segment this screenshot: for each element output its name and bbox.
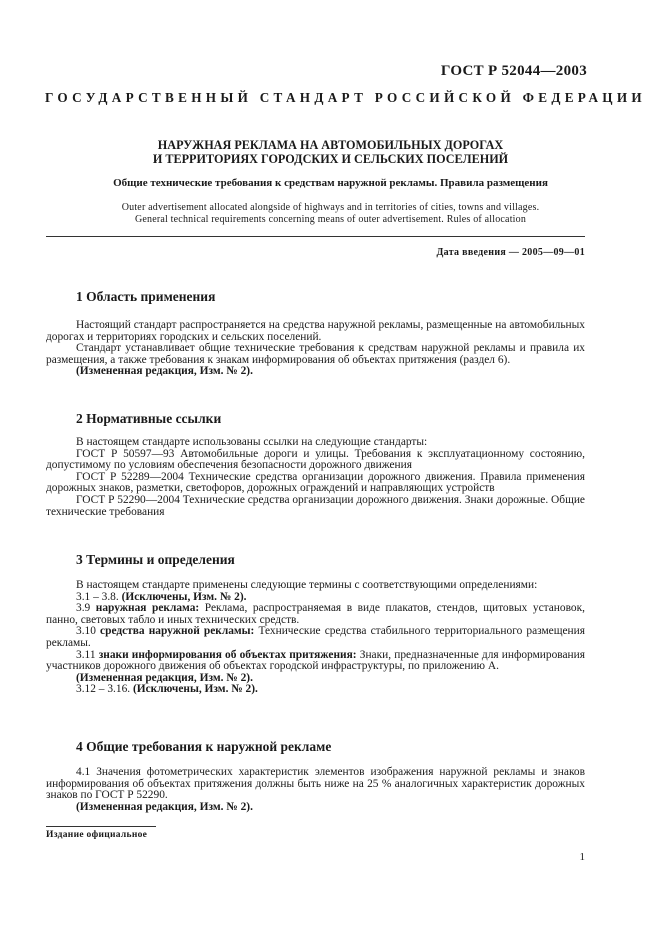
section-1-title: 1 Область применения bbox=[76, 289, 216, 304]
reference-item: ГОСТ Р 52289—2004 Технические средства организации дорожного движения. Правила применения дорожных знаков, разметки, светофоров, дорожных ограждений и направляющих устройств bbox=[46, 470, 585, 495]
definition-item: 3.11 знаки информирования об объектах притяжения: Знаки, предназначенные для информирования участников дорожного движения об объектах городской инфраструктуры, по приложению А. bbox=[46, 648, 585, 673]
definition-item: 3.10 средства наружной рекламы: Технические средства стабильного территориального размещения рекламы. bbox=[46, 625, 585, 649]
section-4-title: 4 Общие требования к наружной рекламе bbox=[76, 739, 332, 754]
amendment-note: (Измененная редакция, Изм. № 2). bbox=[76, 671, 253, 684]
edition-label: Издание официальное bbox=[46, 830, 148, 840]
state-standard-heading: ГОСУДАРСТВЕННЫЙ СТАНДАРТ РОССИЙСКОЙ ФЕДЕРАЦИИ bbox=[45, 90, 646, 105]
section-3-title: 3 Термины и определения bbox=[76, 552, 235, 567]
definition-item: 3.1 – 3.8. (Исключены, Изм. № 2). bbox=[76, 590, 247, 603]
english-title-line-2: General technical requirements concerning means of outer advertisement. Rules of allocation bbox=[134, 214, 527, 225]
amendment-note: (Измененная редакция, Изм. № 2). bbox=[76, 365, 253, 378]
english-title-line-1: Outer advertisement allocated alongside of highways and in territories of cities, towns and villages. bbox=[121, 202, 540, 213]
section-1-body bbox=[46, 320, 585, 378]
section-2-body bbox=[46, 437, 585, 518]
paragraph: В настоящем стандарте применены следующие термины с соответствующими определениями: bbox=[76, 579, 538, 591]
document-number: ГОСТ Р 52044—2003 bbox=[440, 63, 587, 79]
title-line-2: И ТЕРРИТОРИЯХ ГОРОДСКИХ И СЕЛЬСКИХ ПОСЕЛЕНИЙ bbox=[152, 152, 509, 166]
amendment-note: (Измененная редакция, Изм. № 2). bbox=[76, 800, 253, 813]
title-line-1: НАРУЖНАЯ РЕКЛАМА НА АВТОМОБИЛЬНЫХ ДОРОГАХ bbox=[157, 138, 504, 152]
introduction-date: Дата введения — 2005—09—01 bbox=[436, 247, 585, 258]
paragraph: 4.1 Значения фотометрических характеристик элементов изображения наружной рекламы и знаков информирования об объектах притяжения должны быть ниже на 25 % аналогичных характеристик дорожных знаков по ГОСТ Р 52290. bbox=[46, 766, 585, 802]
paragraph: Стандарт устанавливает общие технические требования к средствам наружной рекламы и правила их размещения, а также требования к знакам информирования об объектах притяжения (раздел 6). bbox=[46, 342, 585, 366]
document-subtitle: Общие технические требования к средствам наружной рекламы. Правила размещения bbox=[113, 177, 548, 189]
footer-divider bbox=[46, 826, 156, 827]
definition-item: 3.12 – 3.16. (Исключены, Изм. № 2). bbox=[76, 683, 258, 696]
page-number: 1 bbox=[579, 851, 585, 863]
paragraph: Настоящий стандарт распространяется на средства наружной рекламы, размещенные на автомобильных дорогах и территориях городских и сельских поселений. bbox=[46, 319, 585, 343]
definition-item: 3.9 наружная реклама: Реклама, распространяемая в виде плакатов, стендов, щитовых установок, панно, световых табло и иных технических средств. bbox=[46, 602, 585, 626]
english-title bbox=[60, 202, 601, 226]
reference-item: ГОСТ Р 52290—2004 Технические средства организации дорожного движения. Знаки дорожные. Общие технические требования bbox=[46, 493, 585, 518]
paragraph: В настоящем стандарте использованы ссылки на следующие стандарты: bbox=[76, 436, 428, 448]
section-3-body bbox=[46, 580, 585, 696]
section-2-title: 2 Нормативные ссылки bbox=[76, 411, 222, 426]
divider bbox=[46, 236, 585, 237]
document-title bbox=[60, 138, 601, 166]
reference-item: ГОСТ Р 50597—93 Автомобильные дороги и улицы. Требования к эксплуатационному состоянию, допустимому по условиям обеспечения безопасности дорожного движения bbox=[46, 447, 585, 472]
section-4-body bbox=[46, 767, 585, 813]
